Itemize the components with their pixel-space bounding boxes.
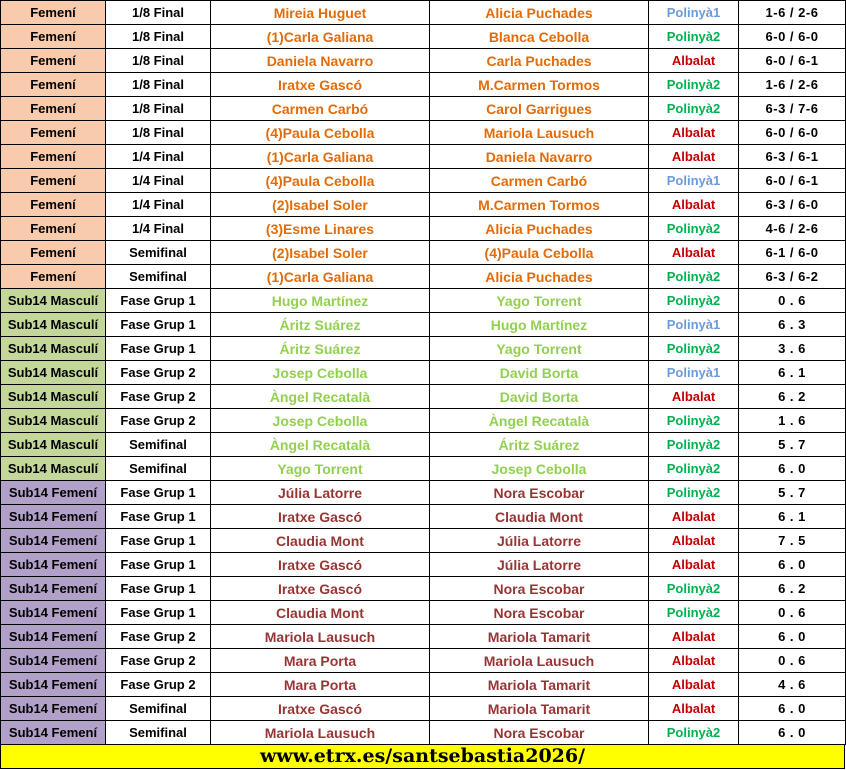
player2-cell: Daniela Navarro	[430, 145, 649, 169]
table-row	[1, 337, 846, 361]
category-cell: Sub14 Femení	[1, 505, 106, 529]
score-cell: 6 . 2	[739, 577, 846, 601]
venue-cell: Albalat	[649, 697, 739, 721]
score-cell: 6 . 0	[739, 625, 846, 649]
table-row	[1, 121, 846, 145]
player2-cell: M.Carmen Tormos	[430, 193, 649, 217]
player2-cell: Carmen Carbó	[430, 169, 649, 193]
category-cell: Femení	[1, 73, 106, 97]
player2-cell: Mariola Tamarit	[430, 673, 649, 697]
table-row	[1, 481, 846, 505]
score-cell: 6-3 / 6-0	[739, 193, 846, 217]
round-cell: 1/8 Final	[106, 49, 211, 73]
player1-cell: Iratxe Gascó	[211, 73, 430, 97]
player2-cell: David Borta	[430, 361, 649, 385]
category-cell: Femení	[1, 169, 106, 193]
round-cell: Semifinal	[106, 241, 211, 265]
venue-cell: Albalat	[649, 505, 739, 529]
table-row	[1, 409, 846, 433]
score-cell: 6-0 / 6-0	[739, 121, 846, 145]
results-table-body	[1, 1, 846, 745]
player1-cell: Josep Cebolla	[211, 361, 430, 385]
round-cell: Fase Grup 2	[106, 409, 211, 433]
round-cell: Fase Grup 1	[106, 481, 211, 505]
round-cell: Fase Grup 2	[106, 385, 211, 409]
score-cell: 6 . 0	[739, 457, 846, 481]
score-cell: 6-1 / 6-0	[739, 241, 846, 265]
player1-cell: Mariola Lausuch	[211, 625, 430, 649]
category-cell: Femení	[1, 217, 106, 241]
score-cell: 0 . 6	[739, 649, 846, 673]
category-cell: Femení	[1, 97, 106, 121]
venue-cell: Polinyà2	[649, 25, 739, 49]
player1-cell: Yago Torrent	[211, 457, 430, 481]
score-cell: 6-0 / 6-1	[739, 169, 846, 193]
table-row	[1, 97, 846, 121]
table-row	[1, 1, 846, 25]
table-row	[1, 721, 846, 745]
player2-cell: Alicia Puchades	[430, 265, 649, 289]
category-cell: Sub14 Masculí	[1, 385, 106, 409]
category-cell: Sub14 Masculí	[1, 313, 106, 337]
round-cell: 1/8 Final	[106, 97, 211, 121]
footer-url[interactable]: www.etrx.es/santsebastia2026/	[0, 744, 845, 769]
table-row	[1, 145, 846, 169]
venue-cell: Albalat	[649, 673, 739, 697]
player2-cell: Mariola Tamarit	[430, 697, 649, 721]
venue-cell: Polinyà2	[649, 265, 739, 289]
score-cell: 6-0 / 6-1	[739, 49, 846, 73]
venue-cell: Polinyà2	[649, 409, 739, 433]
round-cell: 1/8 Final	[106, 73, 211, 97]
table-row	[1, 649, 846, 673]
player1-cell: (2)Isabel Soler	[211, 193, 430, 217]
round-cell: Fase Grup 1	[106, 289, 211, 313]
player2-cell: M.Carmen Tormos	[430, 73, 649, 97]
table-row	[1, 217, 846, 241]
venue-cell: Albalat	[649, 49, 739, 73]
round-cell: 1/4 Final	[106, 217, 211, 241]
table-row	[1, 49, 846, 73]
score-cell: 0 . 6	[739, 289, 846, 313]
player1-cell: Mara Porta	[211, 649, 430, 673]
table-row	[1, 169, 846, 193]
score-cell: 5 . 7	[739, 481, 846, 505]
player1-cell: Áritz Suárez	[211, 337, 430, 361]
player1-cell: (1)Carla Galiana	[211, 145, 430, 169]
player1-cell: Daniela Navarro	[211, 49, 430, 73]
category-cell: Sub14 Femení	[1, 529, 106, 553]
category-cell: Sub14 Masculí	[1, 409, 106, 433]
player1-cell: Iratxe Gascó	[211, 505, 430, 529]
venue-cell: Polinyà2	[649, 577, 739, 601]
round-cell: Semifinal	[106, 265, 211, 289]
round-cell: Fase Grup 2	[106, 625, 211, 649]
round-cell: Semifinal	[106, 433, 211, 457]
category-cell: Sub14 Femení	[1, 577, 106, 601]
table-row	[1, 457, 846, 481]
player1-cell: Àngel Recatalà	[211, 433, 430, 457]
score-cell: 6 . 0	[739, 721, 846, 745]
table-row	[1, 697, 846, 721]
score-cell: 0 . 6	[739, 601, 846, 625]
round-cell: Fase Grup 2	[106, 361, 211, 385]
player2-cell: Nora Escobar	[430, 721, 649, 745]
category-cell: Femení	[1, 193, 106, 217]
player2-cell: David Borta	[430, 385, 649, 409]
score-cell: 6 . 3	[739, 313, 846, 337]
player1-cell: (1)Carla Galiana	[211, 25, 430, 49]
player1-cell: Mariola Lausuch	[211, 721, 430, 745]
score-cell: 6-3 / 6-1	[739, 145, 846, 169]
player2-cell: Àngel Recatalà	[430, 409, 649, 433]
round-cell: Fase Grup 1	[106, 553, 211, 577]
round-cell: Semifinal	[106, 457, 211, 481]
venue-cell: Albalat	[649, 385, 739, 409]
category-cell: Sub14 Femení	[1, 649, 106, 673]
venue-cell: Albalat	[649, 241, 739, 265]
player1-cell: Júlia Latorre	[211, 481, 430, 505]
venue-cell: Albalat	[649, 193, 739, 217]
category-cell: Sub14 Femení	[1, 721, 106, 745]
player1-cell: (4)Paula Cebolla	[211, 169, 430, 193]
score-cell: 6 . 2	[739, 385, 846, 409]
player1-cell: Mara Porta	[211, 673, 430, 697]
score-cell: 6 . 1	[739, 361, 846, 385]
table-row	[1, 577, 846, 601]
player2-cell: Claudia Mont	[430, 505, 649, 529]
category-cell: Sub14 Masculí	[1, 289, 106, 313]
table-row	[1, 529, 846, 553]
score-cell: 6-0 / 6-0	[739, 25, 846, 49]
venue-cell: Polinyà1	[649, 361, 739, 385]
score-cell: 6 . 1	[739, 505, 846, 529]
score-cell: 4-6 / 2-6	[739, 217, 846, 241]
table-row	[1, 25, 846, 49]
player2-cell: Nora Escobar	[430, 481, 649, 505]
venue-cell: Polinyà1	[649, 1, 739, 25]
venue-cell: Albalat	[649, 553, 739, 577]
table-row	[1, 289, 846, 313]
category-cell: Sub14 Femení	[1, 697, 106, 721]
player2-cell: Josep Cebolla	[430, 457, 649, 481]
player1-cell: Claudia Mont	[211, 529, 430, 553]
table-row	[1, 73, 846, 97]
category-cell: Femení	[1, 121, 106, 145]
player1-cell: (4)Paula Cebolla	[211, 121, 430, 145]
table-row	[1, 433, 846, 457]
round-cell: Fase Grup 2	[106, 673, 211, 697]
venue-cell: Albalat	[649, 625, 739, 649]
venue-cell: Polinyà1	[649, 313, 739, 337]
venue-cell: Polinyà2	[649, 337, 739, 361]
player2-cell: Nora Escobar	[430, 601, 649, 625]
venue-cell: Polinyà2	[649, 97, 739, 121]
table-row	[1, 505, 846, 529]
player2-cell: Júlia Latorre	[430, 529, 649, 553]
round-cell: 1/4 Final	[106, 145, 211, 169]
player2-cell: Yago Torrent	[430, 289, 649, 313]
table-row	[1, 601, 846, 625]
player2-cell: Alicia Puchades	[430, 217, 649, 241]
round-cell: 1/4 Final	[106, 193, 211, 217]
player2-cell: Carol Garrigues	[430, 97, 649, 121]
table-row	[1, 313, 846, 337]
score-cell: 1-6 / 2-6	[739, 73, 846, 97]
category-cell: Sub14 Masculí	[1, 337, 106, 361]
venue-cell: Polinyà2	[649, 721, 739, 745]
score-cell: 3 . 6	[739, 337, 846, 361]
round-cell: Fase Grup 1	[106, 577, 211, 601]
player1-cell: Carmen Carbó	[211, 97, 430, 121]
round-cell: Fase Grup 1	[106, 505, 211, 529]
venue-cell: Polinyà2	[649, 481, 739, 505]
category-cell: Sub14 Masculí	[1, 361, 106, 385]
player2-cell: Mariola Tamarit	[430, 625, 649, 649]
player1-cell: Josep Cebolla	[211, 409, 430, 433]
round-cell: Fase Grup 1	[106, 529, 211, 553]
player2-cell: Mariola Lausuch	[430, 649, 649, 673]
table-row	[1, 673, 846, 697]
category-cell: Femení	[1, 49, 106, 73]
venue-cell: Polinyà2	[649, 217, 739, 241]
venue-cell: Polinyà2	[649, 601, 739, 625]
category-cell: Sub14 Femení	[1, 625, 106, 649]
table-row	[1, 361, 846, 385]
table-row	[1, 241, 846, 265]
player1-cell: Àngel Recatalà	[211, 385, 430, 409]
venue-cell: Albalat	[649, 529, 739, 553]
player1-cell: (2)Isabel Soler	[211, 241, 430, 265]
score-cell: 6-3 / 6-2	[739, 265, 846, 289]
player1-cell: Claudia Mont	[211, 601, 430, 625]
table-row	[1, 193, 846, 217]
category-cell: Sub14 Femení	[1, 481, 106, 505]
category-cell: Sub14 Masculí	[1, 457, 106, 481]
table-row	[1, 625, 846, 649]
player1-cell: Iratxe Gascó	[211, 697, 430, 721]
score-cell: 6-3 / 7-6	[739, 97, 846, 121]
player2-cell: Áritz Suárez	[430, 433, 649, 457]
player2-cell: Hugo Martínez	[430, 313, 649, 337]
round-cell: Semifinal	[106, 697, 211, 721]
venue-cell: Polinyà2	[649, 457, 739, 481]
player1-cell: (3)Esme Linares	[211, 217, 430, 241]
round-cell: 1/8 Final	[106, 25, 211, 49]
category-cell: Sub14 Masculí	[1, 433, 106, 457]
venue-cell: Albalat	[649, 145, 739, 169]
round-cell: Semifinal	[106, 721, 211, 745]
round-cell: 1/4 Final	[106, 169, 211, 193]
player2-cell: Blanca Cebolla	[430, 25, 649, 49]
table-row	[1, 553, 846, 577]
player2-cell: Júlia Latorre	[430, 553, 649, 577]
category-cell: Femení	[1, 241, 106, 265]
category-cell: Sub14 Femení	[1, 601, 106, 625]
venue-cell: Albalat	[649, 121, 739, 145]
player2-cell: Nora Escobar	[430, 577, 649, 601]
venue-cell: Polinyà1	[649, 169, 739, 193]
score-cell: 6 . 0	[739, 697, 846, 721]
player2-cell: Yago Torrent	[430, 337, 649, 361]
player2-cell: (4)Paula Cebolla	[430, 241, 649, 265]
score-cell: 5 . 7	[739, 433, 846, 457]
round-cell: Fase Grup 2	[106, 649, 211, 673]
score-cell: 1 . 6	[739, 409, 846, 433]
round-cell: 1/8 Final	[106, 1, 211, 25]
venue-cell: Polinyà2	[649, 289, 739, 313]
score-cell: 6 . 0	[739, 553, 846, 577]
round-cell: 1/8 Final	[106, 121, 211, 145]
category-cell: Sub14 Femení	[1, 553, 106, 577]
category-cell: Sub14 Femení	[1, 673, 106, 697]
category-cell: Femení	[1, 145, 106, 169]
table-row	[1, 265, 846, 289]
score-cell: 4 . 6	[739, 673, 846, 697]
player1-cell: Iratxe Gascó	[211, 553, 430, 577]
player1-cell: (1)Carla Galiana	[211, 265, 430, 289]
player1-cell: Iratxe Gascó	[211, 577, 430, 601]
venue-cell: Polinyà2	[649, 433, 739, 457]
table-row	[1, 385, 846, 409]
round-cell: Fase Grup 1	[106, 313, 211, 337]
score-cell: 1-6 / 2-6	[739, 1, 846, 25]
category-cell: Femení	[1, 1, 106, 25]
player1-cell: Áritz Suárez	[211, 313, 430, 337]
category-cell: Femení	[1, 265, 106, 289]
category-cell: Femení	[1, 25, 106, 49]
player2-cell: Alicia Puchades	[430, 1, 649, 25]
player2-cell: Mariola Lausuch	[430, 121, 649, 145]
venue-cell: Polinyà2	[649, 73, 739, 97]
player2-cell: Carla Puchades	[430, 49, 649, 73]
score-cell: 7 . 5	[739, 529, 846, 553]
player1-cell: Mireia Huguet	[211, 1, 430, 25]
round-cell: Fase Grup 1	[106, 601, 211, 625]
venue-cell: Albalat	[649, 649, 739, 673]
round-cell: Fase Grup 1	[106, 337, 211, 361]
player1-cell: Hugo Martínez	[211, 289, 430, 313]
